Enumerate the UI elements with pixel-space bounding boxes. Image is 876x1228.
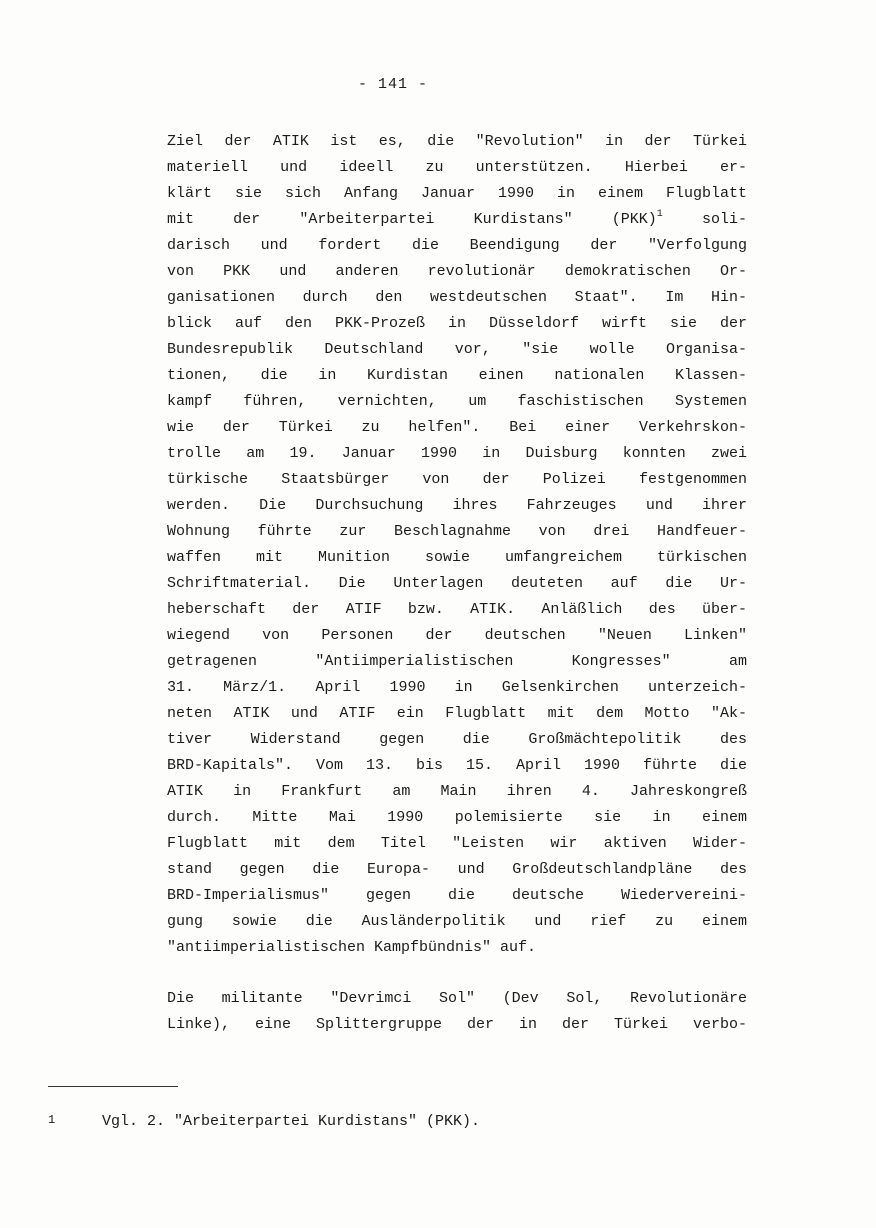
page-number: - 141 - (357, 76, 428, 93)
text-line: waffen mit Munition sowie umfangreichem türkischen (167, 549, 747, 566)
footnote-divider (48, 1086, 178, 1087)
text-line: darisch und fordert die Beendigung der "Verfolgung (167, 237, 747, 254)
footnote-text: Vgl. 2. "Arbeiterpartei Kurdistans" (PKK). (102, 1113, 481, 1130)
paragraph-2 (167, 986, 747, 1038)
text-line: durch. Mitte Mai 1990 polemisierte sie in einem (167, 809, 747, 826)
text-line: materiell und ideell zu unterstützen. Hierbei er- (167, 159, 747, 176)
text-line: tiver Widerstand gegen die Großmächtepolitik des (167, 731, 747, 748)
text-line: wie der Türkei zu helfen". Bei einer Verkehrskon- (167, 419, 747, 436)
text-line: Bundesrepublik Deutschland vor, "sie wolle Organisa- (167, 341, 747, 358)
text-line: BRD-Imperialismus" gegen die deutsche Wiedervereini- (167, 887, 747, 904)
text-line: von PKK und anderen revolutionär demokratischen Or- (167, 263, 747, 280)
text-line: heberschaft der ATIF bzw. ATIK. Anläßlich des über- (167, 601, 747, 618)
text-line-with-footnote (167, 207, 747, 233)
text-line: getragenen "Antiimperialistischen Kongresses" am (167, 653, 747, 670)
text-line: Flugblatt mit dem Titel "Leisten wir aktiven Wider- (167, 835, 747, 852)
text-line: ganisationen durch den westdeutschen Staat". Im Hin- (167, 289, 747, 306)
text-line: "antiimperialistischen Kampfbündnis" auf. (167, 939, 537, 956)
text-line: gung sowie die Ausländerpolitik und rief zu einem (167, 913, 747, 930)
text-line: blick auf den PKK-Prozeß in Düsseldorf wirft sie der (167, 315, 747, 332)
text-line-part: mit der "Arbeiterpartei Kurdistans" (PKK) (167, 211, 657, 228)
text-line: Ziel der ATIK ist es, die "Revolution" in der Türkei (167, 133, 747, 150)
text-line: kampf führen, vernichten, um faschistischen Systemen (167, 393, 747, 410)
text-line: trolle am 19. Januar 1990 in Duisburg konnten zwei (167, 445, 747, 462)
text-line: Linke), eine Splittergruppe der in der Türkei verbo- (167, 1016, 747, 1033)
text-line: Wohnung führte zur Beschlagnahme von drei Handfeuer- (167, 523, 747, 540)
text-line: Die militante "Devrimci Sol" (Dev Sol, Revolutionäre (167, 990, 747, 1007)
text-line: Schriftmaterial. Die Unterlagen deuteten auf die Ur- (167, 575, 747, 592)
text-line: türkische Staatsbürger von der Polizei festgenommen (167, 471, 747, 488)
text-line: tionen, die in Kurdistan einen nationalen Klassen- (167, 367, 747, 384)
text-line-part: soli- (701, 211, 747, 228)
paragraph-1 (167, 129, 747, 961)
footnote-number: 1 (48, 1113, 56, 1127)
text-line: klärt sie sich Anfang Januar 1990 in einem Flugblatt (167, 185, 747, 202)
text-line: ATIK in Frankfurt am Main ihren 4. Jahreskongreß (167, 783, 747, 800)
text-line: neten ATIK und ATIF ein Flugblatt mit dem Motto "Ak- (167, 705, 747, 722)
footnote (48, 1107, 480, 1135)
text-line: 31. März/1. April 1990 in Gelsenkirchen unterzeich- (167, 679, 747, 696)
text-line: stand gegen die Europa- und Großdeutschlandpläne des (167, 861, 747, 878)
text-line: wiegend von Personen der deutschen "Neuen Linken" (167, 627, 747, 644)
footnote-reference[interactable]: 1 (656, 209, 663, 220)
text-line: BRD-Kapitals". Vom 13. bis 15. April 1990 führte die (167, 757, 747, 774)
text-line: werden. Die Durchsuchung ihres Fahrzeuges und ihrer (167, 497, 747, 514)
